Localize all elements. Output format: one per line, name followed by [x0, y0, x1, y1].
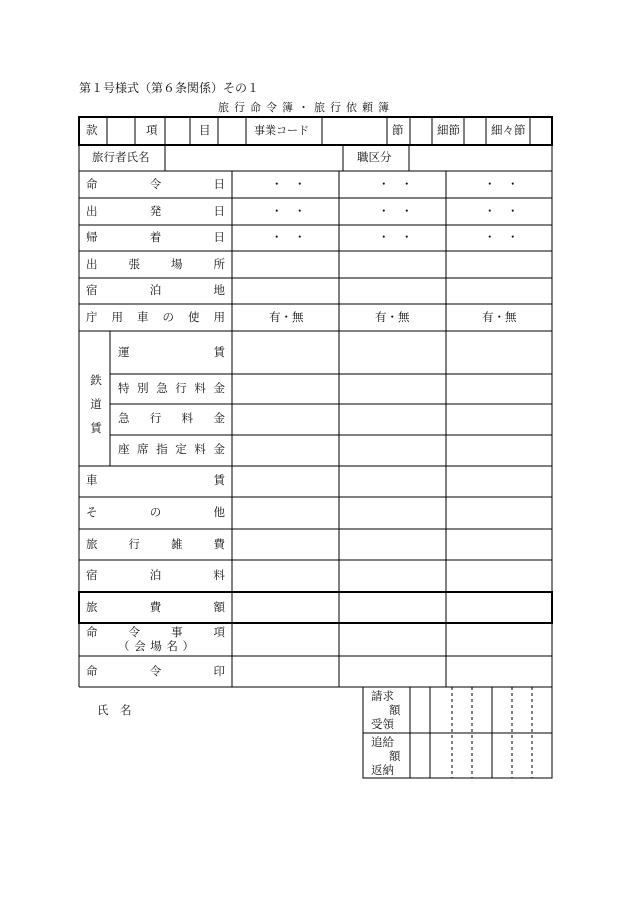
car-use-option[interactable]: 有・無 [482, 310, 517, 324]
date-placeholder: ・ ・ [484, 177, 519, 191]
date-placeholder: ・ ・ [484, 204, 519, 218]
setsu-label: 節 [392, 123, 404, 137]
order-seal-label: 命 令 印 [86, 664, 225, 678]
order-matter-label: 命 令 事 項 [86, 625, 225, 639]
claim-label-1: 請求 [371, 689, 394, 703]
signature-label: 氏 名 [97, 703, 132, 717]
date-placeholder: ・ ・ [378, 230, 413, 244]
car-use-option[interactable]: 有・無 [375, 310, 410, 324]
traveler-name-field[interactable] [166, 146, 342, 170]
fare-label: 運 賃 [118, 345, 225, 359]
grade-field[interactable] [410, 146, 551, 170]
order-date-label: 命 令 日 [86, 177, 225, 191]
form-number: 第１号様式（第６条関係）その１ [79, 81, 260, 95]
claim-label-3: 受領 [371, 717, 394, 731]
budget-kou-label: 項 [146, 123, 158, 137]
official-car-label: 庁 用 車 の 使 用 [86, 310, 225, 324]
budget-kan-label: 款 [86, 123, 98, 137]
claim-label-2: 額 [389, 703, 401, 717]
express-label: 急 行 料 金 [118, 411, 225, 425]
date-placeholder: ・ ・ [484, 230, 519, 244]
jigyo-code-label: 事業コード [254, 124, 309, 137]
misc-expenses-label: 旅 行 雑 費 [86, 537, 225, 551]
travel-total-label: 旅 費 額 [86, 600, 225, 614]
date-placeholder: ・ ・ [271, 204, 306, 218]
arrival-date-label: 帰 着 日 [86, 230, 225, 244]
limited-express-label: 特 別 急 行 料 金 [118, 381, 225, 395]
budget-moku-label: 目 [199, 123, 211, 137]
date-placeholder: ・ ・ [271, 230, 306, 244]
supplement-label-2: 額 [389, 749, 401, 763]
venue-label: （ 会 場 名 ） [118, 639, 194, 653]
departure-date-label: 出 発 日 [86, 204, 225, 218]
date-placeholder: ・ ・ [378, 204, 413, 218]
saisetsu-label: 細節 [437, 123, 460, 137]
other-label: そ の 他 [86, 505, 225, 519]
destination-label: 出 張 場 所 [86, 257, 225, 271]
date-placeholder: ・ ・ [271, 177, 306, 191]
lodging-fee-label: 宿 泊 料 [86, 568, 225, 582]
traveler-name-label: 旅行者氏名 [92, 150, 150, 164]
saisaisetsu-label: 細々節 [491, 123, 526, 137]
lodging-place-label: 宿 泊 地 [86, 283, 225, 297]
grade-label: 職区分 [357, 150, 392, 164]
supplement-label-1: 追給 [371, 735, 394, 749]
car-use-option[interactable]: 有・無 [269, 310, 304, 324]
car-fare-label: 車 賃 [86, 473, 225, 487]
form-title: 旅行命令簿・旅行依頼簿 [218, 101, 394, 114]
date-placeholder: ・ ・ [378, 177, 413, 191]
supplement-label-3: 返納 [371, 763, 394, 777]
seat-reservation-label: 座 席 指 定 料 金 [118, 442, 225, 456]
railway-group-label: 鉄道賃 [90, 373, 102, 435]
